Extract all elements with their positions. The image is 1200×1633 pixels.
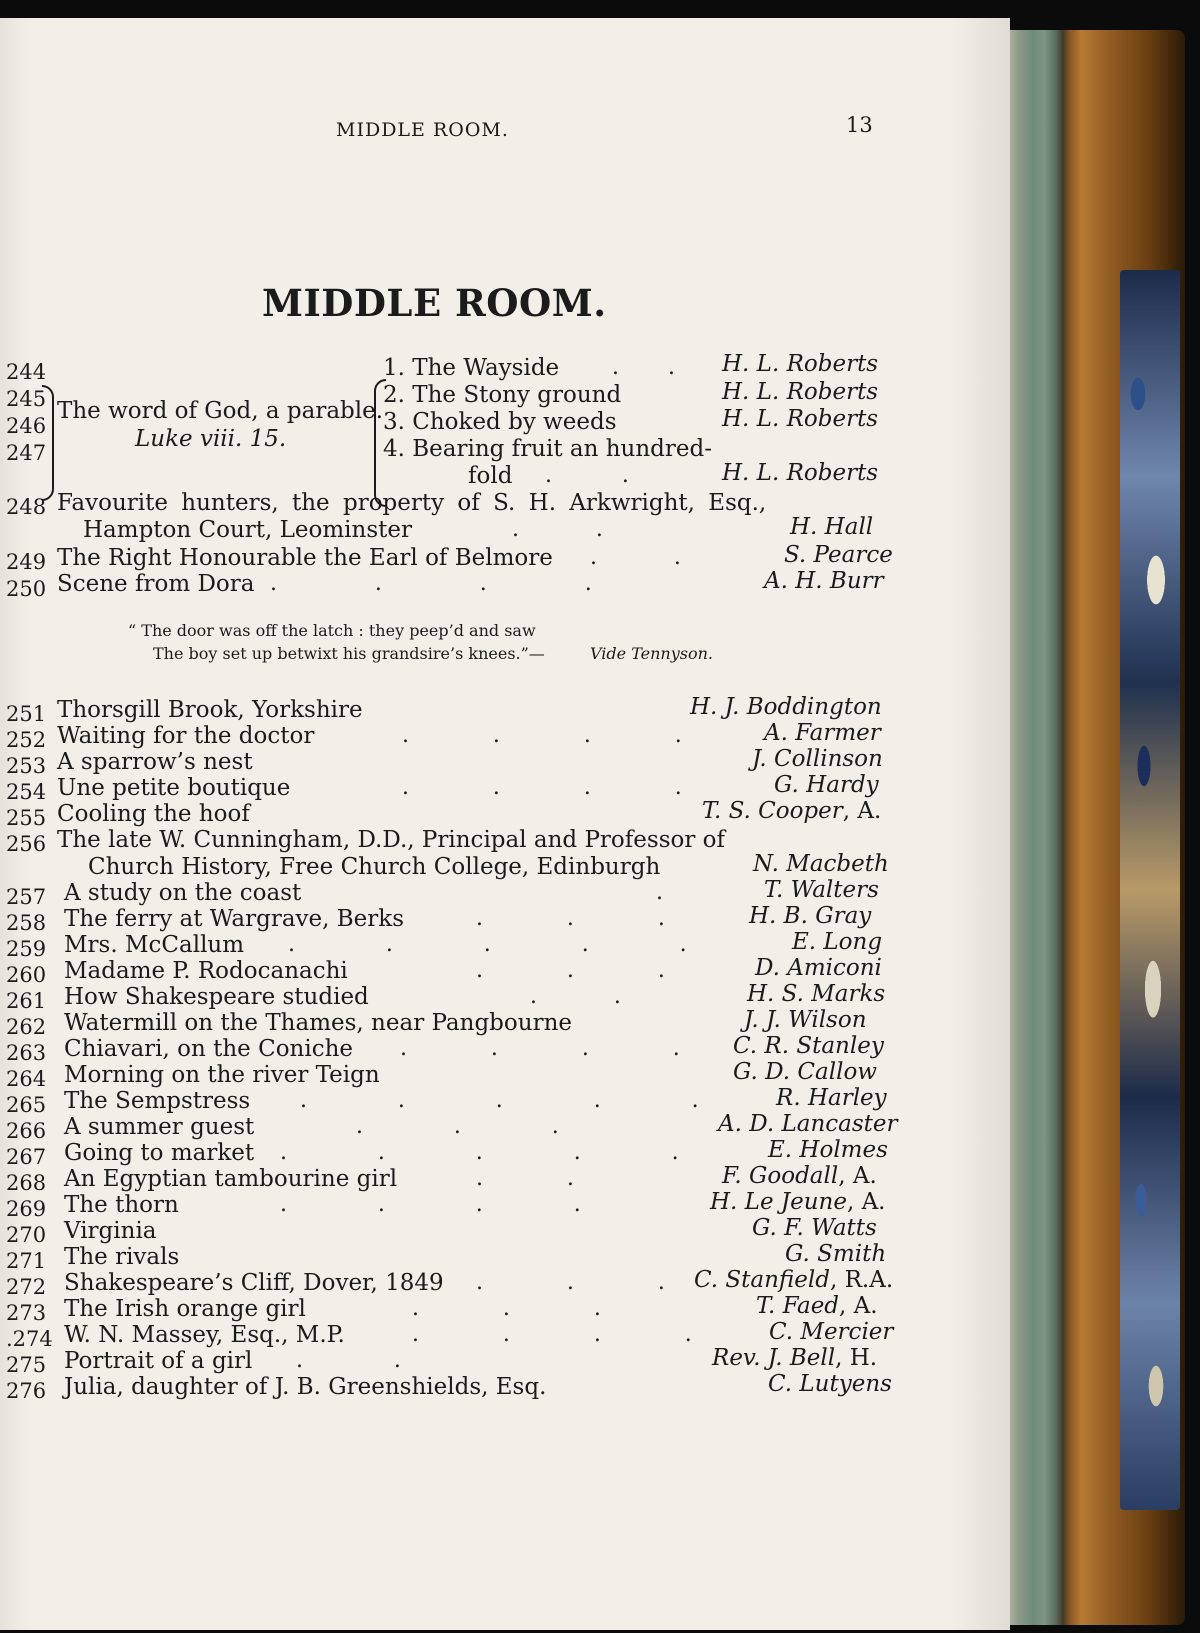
artist-name: G. D. Callow	[733, 1059, 877, 1085]
entry-number: 255	[6, 806, 47, 830]
entry-number: 260	[6, 963, 47, 987]
entry-title: Shakespeare’s Cliff, Dover, 1849	[64, 1270, 444, 1296]
leader-dots: . .	[590, 545, 681, 570]
artist-name	[756, 1293, 878, 1319]
artist-name-text: F. Goodall	[722, 1163, 839, 1189]
artist-name: G. Smith	[785, 1241, 887, 1267]
entry-number: 259	[6, 937, 47, 961]
artist-name-text: Rev. J. Bell	[712, 1345, 836, 1371]
entry-title: A study on the coast	[64, 880, 302, 906]
artist-name: H. S. Marks	[747, 981, 886, 1007]
entry-title: Scene from Dora	[57, 571, 255, 597]
entry-number: 250	[6, 577, 47, 601]
artist-name	[710, 1189, 886, 1215]
leader-dots: . . . .	[270, 571, 592, 596]
quote-line: The boy set up betwixt his grandsire’s knees.”—	[153, 644, 545, 663]
parable-title: The word of God, a parable.	[57, 398, 384, 424]
leader-dots: . .	[612, 355, 675, 380]
entry-number: 268	[6, 1171, 47, 1195]
leader-dots: . . .	[412, 1296, 601, 1321]
artist-name: H. L. Roberts	[722, 460, 879, 486]
entry-title: Watermill on the Thames, near Pangbourne	[64, 1010, 572, 1036]
entry-title: Madame P. Rodocanachi	[64, 958, 348, 984]
entry-title: Julia, daughter of J. B. Greenshields, Esq.	[64, 1374, 547, 1400]
entry-title: Mrs. McCallum	[64, 932, 245, 958]
artist-suffix: , A.	[842, 798, 882, 824]
leader-dots: . . .	[476, 906, 665, 931]
artist-name: C. Lutyens	[768, 1371, 892, 1397]
leader-dots: . .	[296, 1348, 401, 1373]
entry-number: 269	[6, 1197, 47, 1221]
catalogue-page	[0, 18, 1010, 1630]
artist-name: H. B. Gray	[749, 903, 872, 929]
leader-dots: . . . .	[400, 1036, 680, 1061]
entry-number: 251	[6, 702, 47, 726]
entry-title: Waiting for the doctor	[57, 723, 315, 749]
entry-title: Virginia	[64, 1218, 157, 1244]
entry-title: Chiavari, on the Coniche	[64, 1036, 354, 1062]
entry-number: 264	[6, 1067, 47, 1091]
entry-number: 248	[6, 495, 47, 519]
quote-attribution: Vide Tennyson.	[590, 644, 713, 663]
leader-dots: . .	[512, 517, 603, 542]
entry-number: 256	[6, 832, 47, 856]
leader-dots: . . . . .	[288, 932, 687, 957]
artist-name: H. J. Boddington	[690, 694, 882, 720]
entry-title: Cooling the hoof	[57, 801, 250, 827]
artist-name: J. J. Wilson	[744, 1007, 867, 1033]
entry-title: The Irish orange girl	[64, 1296, 306, 1322]
entry-title: W. N. Massey, Esq., M.P.	[64, 1322, 345, 1348]
artist-name-text: T. S. Cooper	[702, 798, 843, 824]
entry-title: The thorn	[64, 1192, 179, 1218]
artist-name: C. Mercier	[769, 1319, 894, 1345]
entry-title-continued: Church History, Free Church College, Edinburgh	[88, 854, 661, 880]
artist-name: H. Hall	[790, 514, 874, 540]
entry-number: 272	[6, 1275, 47, 1299]
entry-title-continued: Hampton Court, Leominster	[83, 517, 412, 543]
parable-part: 2. The Stony ground	[383, 382, 622, 408]
leader-dots: . . . .	[280, 1192, 581, 1217]
artist-name: D. Amiconi	[755, 955, 882, 981]
artist-name-text: C. Stanfield	[694, 1267, 830, 1293]
entry-title: Going to market	[64, 1140, 255, 1166]
artist-suffix: , A.	[838, 1163, 877, 1189]
artist-name: C. R. Stanley	[733, 1033, 884, 1059]
artist-suffix: , A.	[839, 1293, 878, 1319]
artist-name: A. Farmer	[764, 720, 881, 746]
artist-name	[702, 798, 881, 824]
entry-title: Morning on the river Teign	[64, 1062, 380, 1088]
leader-dots: . .	[530, 984, 621, 1009]
leader-dots: .	[656, 880, 663, 905]
entry-number: 254	[6, 780, 47, 804]
leader-dots: . . .	[476, 1270, 665, 1295]
entry-number: 246	[6, 414, 47, 438]
entry-number: 253	[6, 754, 47, 778]
artist-name: A. H. Burr	[764, 568, 884, 594]
entry-number: 249	[6, 550, 47, 574]
leader-dots: . .	[545, 463, 629, 488]
artist-name	[712, 1345, 877, 1371]
leader-dots: . . . . .	[280, 1140, 679, 1165]
entry-title: Favourite hunters, the property of S. H. Arkwright, Esq.,	[57, 490, 767, 516]
artist-name: H. L. Roberts	[722, 379, 879, 405]
parable-part: 3. Choked by weeds	[383, 409, 617, 435]
artist-name: E. Long	[792, 929, 883, 955]
quote-line: “ The door was off the latch : they peep’d and saw	[128, 621, 536, 640]
artist-name: H. L. Roberts	[722, 406, 879, 432]
entry-title: Portrait of a girl	[64, 1348, 253, 1374]
artist-name: G. Hardy	[774, 772, 879, 798]
artist-suffix: , R.A.	[829, 1267, 894, 1293]
entry-number: 266	[6, 1119, 47, 1143]
page-number: 13	[846, 113, 873, 137]
parable-part: 4. Bearing fruit an hundred-	[383, 436, 713, 462]
entry-title: The late W. Cunningham, D.D., Principal and Professor of	[57, 827, 726, 853]
entry-number: 261	[6, 989, 47, 1013]
entry-title: The Right Honourable the Earl of Belmore	[57, 545, 553, 571]
entry-number: 245	[6, 387, 47, 411]
entry-title: A sparrow’s nest	[57, 749, 253, 775]
running-head: MIDDLE ROOM.	[336, 119, 509, 141]
entry-number: 244	[6, 360, 47, 384]
leader-dots: . . . .	[402, 723, 682, 748]
left-brace	[42, 385, 54, 501]
room-title: MIDDLE ROOM.	[262, 281, 607, 325]
entry-number: 271	[6, 1249, 47, 1273]
entry-number: 276	[6, 1379, 47, 1403]
artist-suffix: , H.	[835, 1345, 878, 1371]
entry-number: 265	[6, 1093, 47, 1117]
artist-name: H. L. Roberts	[722, 351, 879, 377]
artist-name: A. D. Lancaster	[718, 1111, 898, 1137]
leader-dots: . .	[476, 1166, 574, 1191]
leader-dots: . . .	[356, 1114, 559, 1139]
entry-number: 273	[6, 1301, 47, 1325]
entry-number: .274	[6, 1327, 53, 1351]
entry-number: 247	[6, 441, 47, 465]
artist-name	[694, 1267, 893, 1293]
artist-name-text: H. Le Jeune	[710, 1189, 847, 1215]
entry-number: 270	[6, 1223, 47, 1247]
entry-title: How Shakespeare studied	[64, 984, 369, 1010]
artist-name: T. Walters	[764, 877, 879, 903]
artist-name: N. Macbeth	[753, 851, 889, 877]
leader-dots: . . . . .	[300, 1088, 699, 1113]
artist-name: G. F. Watts	[752, 1215, 877, 1241]
artist-name: E. Holmes	[768, 1137, 888, 1163]
parable-part: 1. The Wayside	[383, 355, 560, 381]
entry-number: 258	[6, 911, 47, 935]
entry-title: A summer guest	[64, 1114, 255, 1140]
artist-name-text: T. Faed	[756, 1293, 840, 1319]
entry-number: 257	[6, 885, 47, 909]
artist-name: J. Collinson	[752, 746, 883, 772]
entry-title: The ferry at Wargrave, Berks	[64, 906, 405, 932]
parable-part-continued: fold	[468, 463, 513, 489]
leader-dots: . . . .	[402, 775, 682, 800]
entry-number: 262	[6, 1015, 47, 1039]
artist-name	[722, 1163, 877, 1189]
entry-number: 263	[6, 1041, 47, 1065]
entry-title: Thorsgill Brook, Yorkshire	[57, 697, 363, 723]
artist-suffix: , A.	[846, 1189, 886, 1215]
parable-reference: Luke viii. 15.	[135, 426, 287, 452]
leader-dots: . . .	[476, 958, 665, 983]
entry-title: An Egyptian tambourine girl	[64, 1166, 398, 1192]
entry-number: 267	[6, 1145, 47, 1169]
entry-title: The rivals	[64, 1244, 180, 1270]
entry-number: 275	[6, 1353, 47, 1377]
artist-name: S. Pearce	[784, 542, 893, 568]
artist-name: R. Harley	[776, 1085, 887, 1111]
entry-title: Une petite boutique	[57, 775, 291, 801]
leader-dots: . . . .	[412, 1322, 692, 1347]
entry-title: The Sempstress	[64, 1088, 251, 1114]
entry-number: 252	[6, 728, 47, 752]
marbled-cover-edge	[1120, 270, 1180, 1510]
